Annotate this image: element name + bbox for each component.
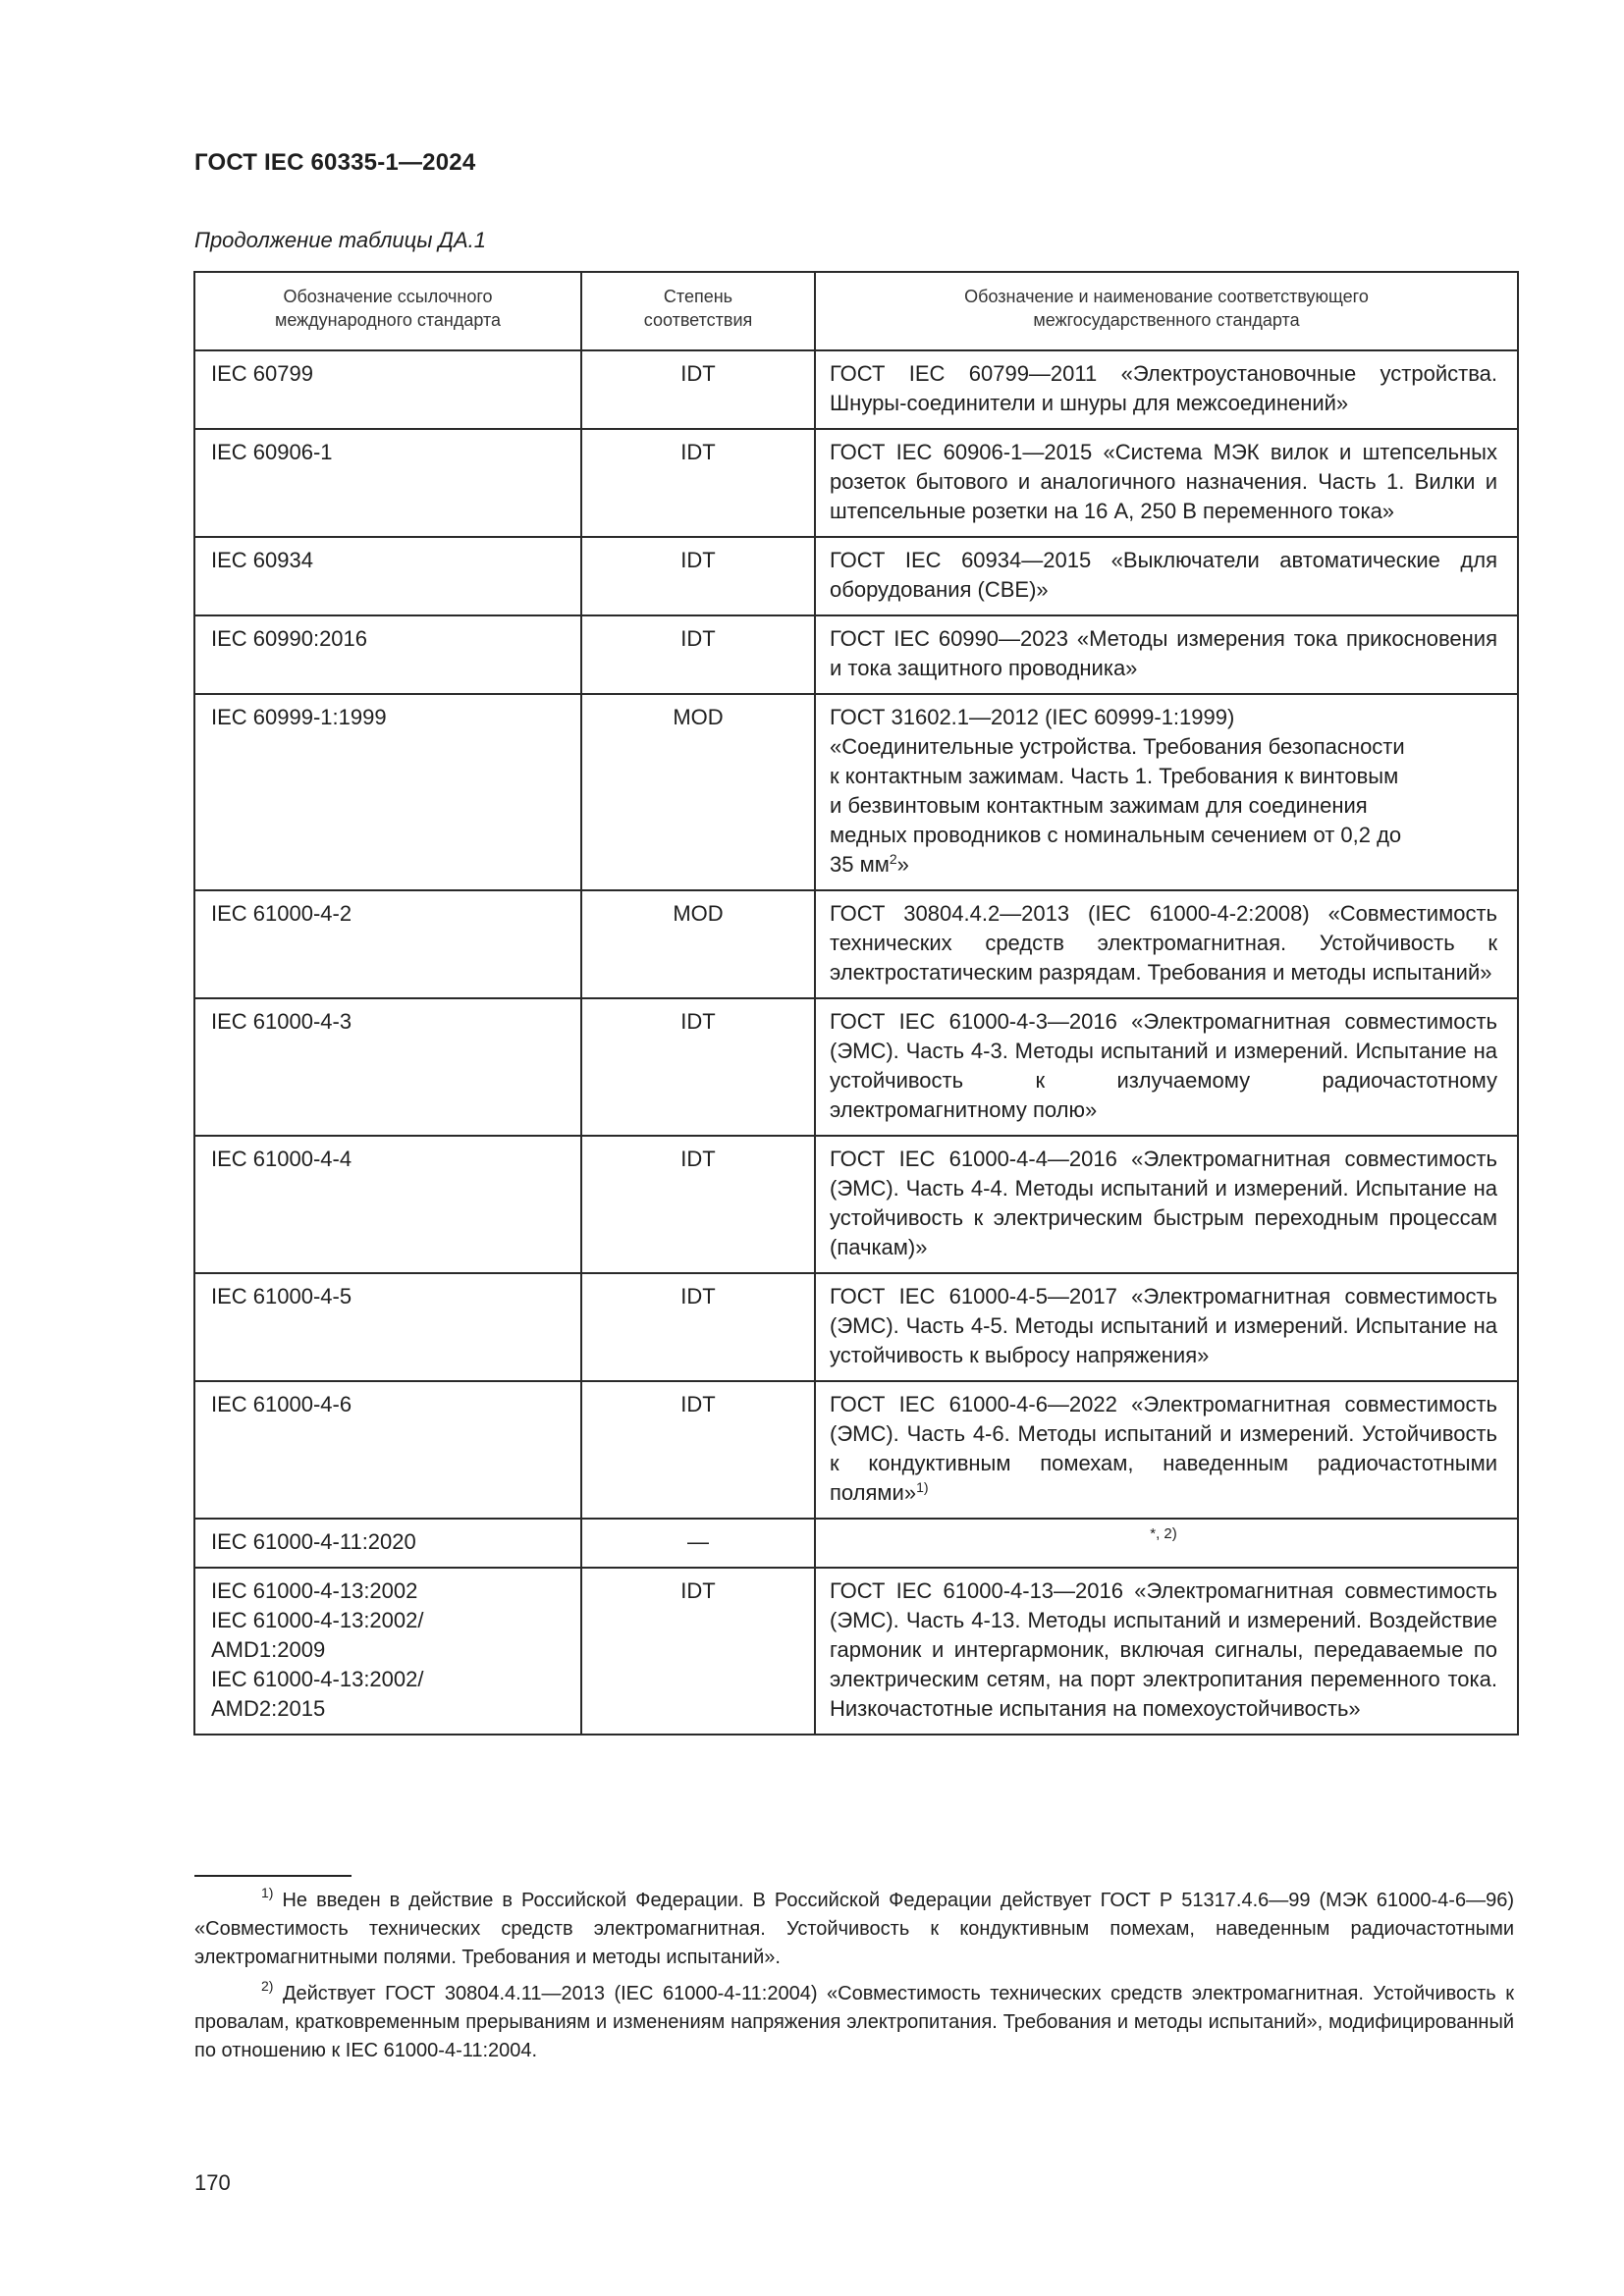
degree-cell: IDT [581,429,815,537]
ref-text: IEC 61000-4-13:2002/ [211,1608,424,1632]
degree-cell: IDT [581,350,815,429]
degree-cell: IDT [581,1273,815,1381]
standard-line: «Соединительные устройства. Требования безопасности [830,734,1405,759]
table-row [194,1381,1518,1519]
page-number: 170 [194,2170,231,2195]
ref-cell [194,694,581,890]
document-title: ГОСТ IEC 60335-1—2024 [194,149,476,176]
standard-cell [815,1519,1518,1568]
header-line: межгосударственного стандарта [1033,310,1300,330]
standard-line: ГОСТ 31602.1—2012 (IEC 60999-1:1999) [830,705,1235,729]
table-row [194,615,1518,694]
ref-text: IEC 61000-4-11:2020 [211,1529,416,1554]
footnote-divider [194,1875,352,1877]
ref-cell [194,1273,581,1381]
footnote-ref-note: *, 2) [1150,1525,1177,1542]
ref-cell [194,429,581,537]
ref-cell [194,1519,581,1568]
ref-text: AMD2:2015 [211,1696,326,1721]
table-row [194,350,1518,429]
footnotes [194,1887,1514,2073]
standard-cell: ГОСТ IEC 60799—2011 «Электроустановочные устройства. Шнуры-соединители и шнуры для межсоединений» [815,350,1518,429]
degree-cell: MOD [581,890,815,998]
standard-cell [815,1381,1518,1519]
ref-text: IEC 60999-1:1999 [211,705,387,729]
ref-text: IEC 60990:2016 [211,626,368,651]
ref-cell [194,890,581,998]
standard-line: медных проводников с номинальным сечением от 0,2 до [830,823,1402,847]
header-degree [581,272,815,350]
standard-line: и безвинтовым контактным зажимам для соединения [830,793,1368,818]
standard-line-end [830,850,1497,880]
table-row [194,1273,1518,1381]
standard-end-quote: » [896,852,909,877]
standard-cell: ГОСТ IEC 61000-4-13—2016 «Электромагнитная совместимость (ЭМС). Часть 4-13. Методы испытаний и измерений. Воздействие гармоник и интергармоник, включая сигналы, передаваемые по электрическим сетям, на порт электропитания переменного тока. Низкочастотные испытания на помехоустойчивость» [815,1568,1518,1735]
header-line: Обозначение и наименование соответствующего [964,287,1369,306]
ref-text: IEC 60934 [211,548,313,572]
table-row [194,1136,1518,1273]
degree-cell: — [581,1519,815,1568]
standard-cell: ГОСТ IEC 60906-1—2015 «Система МЭК вилок и штепсельных розеток бытового и аналогичного назначения. Часть 1. Вилки и штепсельные розетки на 16 А, 250 В переменного тока» [815,429,1518,537]
ref-cell [194,350,581,429]
standard-end-text: 35 мм [830,852,890,877]
header-line: Степень [663,287,733,306]
standard-cell [815,694,1518,890]
ref-cell [194,615,581,694]
table-row [194,1519,1518,1568]
standards-table [193,271,1519,1735]
degree-cell: IDT [581,998,815,1136]
superscript: 2 [889,851,897,867]
header-line: соответствия [643,310,753,330]
degree-cell: IDT [581,615,815,694]
ref-text: IEC 61000-4-4 [211,1147,352,1171]
degree-cell: IDT [581,1568,815,1735]
degree-cell: MOD [581,694,815,890]
table-row [194,694,1518,890]
footnote-text: Действует ГОСТ 30804.4.11—2013 (IEC 61000-4-11:2004) «Совместимость технических средств электромагнитная. Устойчивость к провалам, кратковременным прерываниям и изменениям напряжения электропитания. Требования и методы испытаний», модифицированный по отношению к IEC 61000-4-11:2004. [194,1983,1514,2061]
header-interstate-standard [815,272,1518,350]
footnote-mark: 1) [261,1885,274,1900]
degree-cell: IDT [581,1136,815,1273]
standard-cell: ГОСТ IEC 61000-4-4—2016 «Электромагнитная совместимость (ЭМС). Часть 4-4. Методы испытаний и измерений. Испытание на устойчивость к электрическим быстрым переходным процессам (пачкам)» [815,1136,1518,1273]
footnote-2 [194,1980,1514,2065]
header-line: Обозначение ссылочного [283,287,493,306]
degree-cell: IDT [581,1381,815,1519]
table-row [194,537,1518,615]
standard-line: к контактным зажимам. Часть 1. Требования к винтовым [830,764,1399,788]
degree-cell: IDT [581,537,815,615]
table-row [194,890,1518,998]
header-line: международного стандарта [274,310,502,330]
footnote-1 [194,1887,1514,1972]
table-row [194,1568,1518,1735]
ref-cell [194,998,581,1136]
ref-cell [194,1568,581,1735]
ref-text: IEC 60906-1 [211,440,333,464]
standard-cell: ГОСТ 30804.4.2—2013 (IEC 61000-4-2:2008) «Совместимость технических средств электромагнитная. Устойчивость к электростатическим разрядам. Требования и методы испытаний» [815,890,1518,998]
ref-text: IEC 61000-4-3 [211,1009,352,1034]
ref-text: IEC 61000-4-5 [211,1284,352,1308]
standard-cell: ГОСТ IEC 60990—2023 «Методы измерения тока прикосновения и тока защитного проводника» [815,615,1518,694]
ref-cell [194,1381,581,1519]
header-reference-standard [194,272,581,350]
standard-cell: ГОСТ IEC 61000-4-5—2017 «Электромагнитная совместимость (ЭМС). Часть 4-5. Методы испытаний и измерений. Испытание на устойчивость к выбросу напряжения» [815,1273,1518,1381]
ref-text: IEC 61000-4-13:2002 [211,1578,418,1603]
ref-text: AMD1:2009 [211,1637,326,1662]
ref-cell [194,1136,581,1273]
table-caption: Продолжение таблицы ДА.1 [194,228,487,252]
ref-text: IEC 61000-4-13:2002/ [211,1667,424,1691]
standard-cell: ГОСТ IEC 61000-4-3—2016 «Электромагнитная совместимость (ЭМС). Часть 4-3. Методы испытаний и измерений. Испытание на устойчивость к излучаемому радиочастотному электромагнитному полю» [815,998,1518,1136]
ref-text: IEC 60799 [211,361,313,386]
ref-cell [194,537,581,615]
table-row [194,429,1518,537]
footnote-text: Не введен в действие в Российской Федерации. В Российской Федерации действует ГОСТ Р 51317.4.6—99 (МЭК 61000-4-6—96) «Совместимость технических средств электромагнитная. Устойчивость к кондуктивным помехам, наведенным радиочастотными электромагнитными полями. Требования и методы испытаний». [194,1890,1514,1968]
ref-text: IEC 61000-4-6 [211,1392,352,1416]
ref-text: IEC 61000-4-2 [211,901,352,926]
standard-text: ГОСТ IEC 61000-4-6—2022 «Электромагнитная совместимость (ЭМС). Часть 4-6. Методы испытаний и измерений. Устойчивость к кондуктивным помехам, наведенным радиочастотными полями» [830,1392,1497,1505]
standard-cell: ГОСТ IEC 60934—2015 «Выключатели автоматические для оборудования (CBE)» [815,537,1518,615]
table-row [194,998,1518,1136]
table-header-row [194,272,1518,350]
footnote-ref-1: 1) [916,1479,929,1495]
footnote-mark: 2) [261,1978,274,1994]
